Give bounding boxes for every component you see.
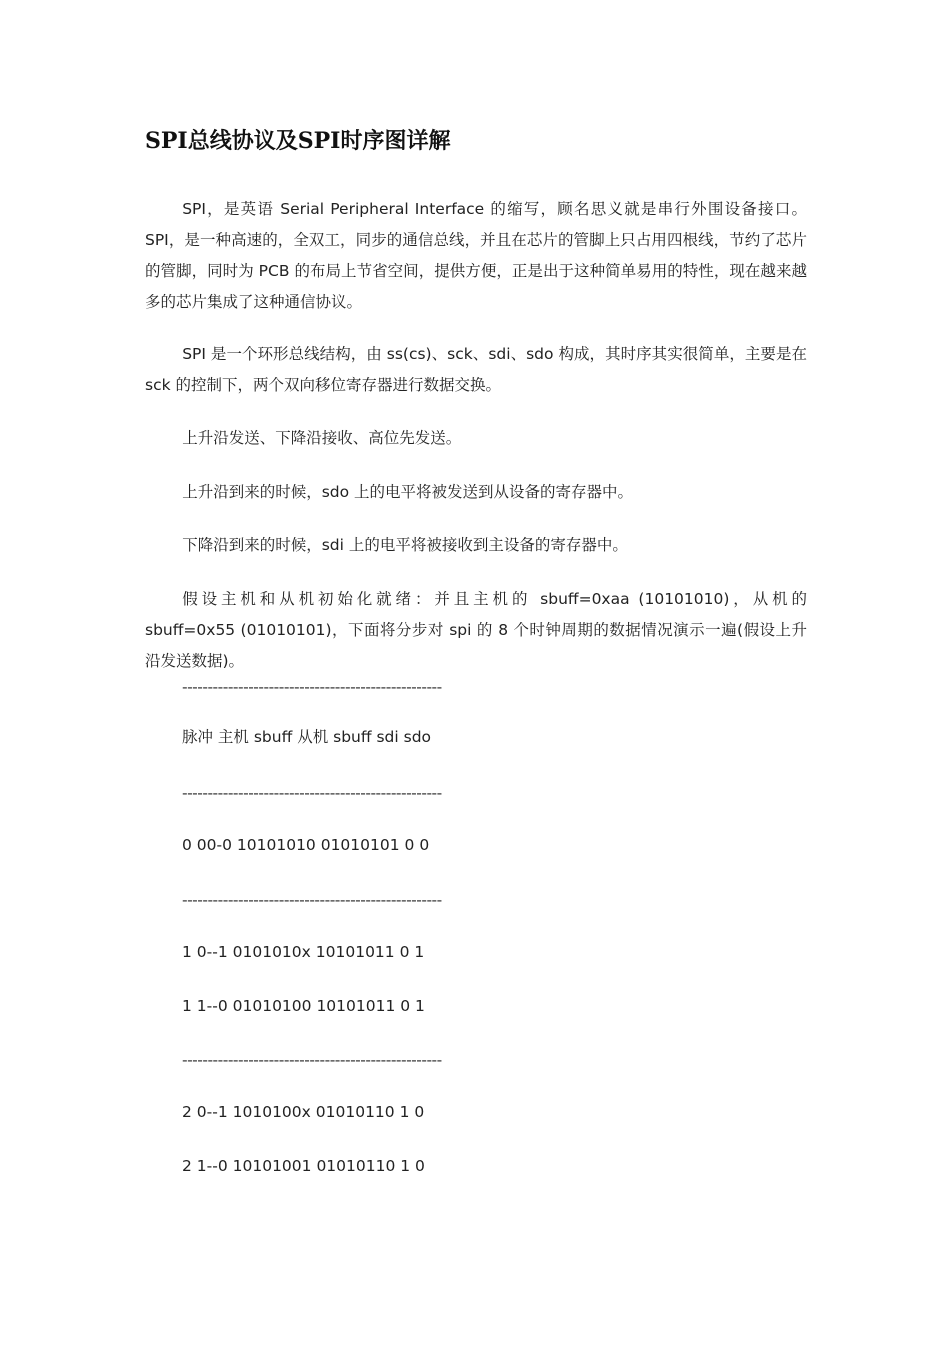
paragraph-edge-rule: 上升沿发送、下降沿接收、高位先发送。 xyxy=(182,429,462,447)
paragraph-rising-edge: 上升沿到来的时候，sdo 上的电平将被发送到从设备的寄存器中。 xyxy=(182,483,634,501)
table-separator: --------------------------------------------------- xyxy=(182,891,442,909)
table-separator: --------------------------------------------------- xyxy=(182,784,442,802)
table-separator: --------------------------------------------------- xyxy=(182,1051,442,1069)
paragraph-falling-edge: 下降沿到来的时候，sdi 上的电平将被接收到主设备的寄存器中。 xyxy=(182,536,628,554)
table-header: 脉冲 主机 sbuff 从机 sbuff sdi sdo xyxy=(182,728,432,746)
table-row: 2 0--1 1010100x 01010110 1 0 xyxy=(182,1103,425,1121)
document-title: SPI总线协议及SPI时序图详解 xyxy=(145,128,451,154)
table-row: 0 00-0 10101010 01010101 0 0 xyxy=(182,836,430,854)
table-separator: --------------------------------------------------- xyxy=(182,678,442,696)
paragraph-intro: SPI，是英语 Serial Peripheral Interface 的缩写，顾名思义就是串行外围设备接口。SPI，是一种高速的，全双工，同步的通信总线，并且在芯片的管脚上只占用四根线，节约了芯片的管脚，同时为 PCB 的布局上节省空间，提供方便，正是出于这种简单易用的特性，现在越来越多的芯片集成了这种通信协议。 xyxy=(145,200,807,311)
table-row: 1 0--1 0101010x 10101011 0 1 xyxy=(182,943,425,961)
table-row: 1 1--0 01010100 10101011 0 1 xyxy=(182,997,425,1015)
paragraph-assumption: 假设主机和从机初始化就绪：并且主机的 sbuff=0xaa (10101010)，从机的 sbuff=0x55 (01010101)，下面将分步对 spi 的 8 个时钟周期的数据情况演示一遍(假设上升沿发送数据)。 xyxy=(145,590,807,670)
table-row: 2 1--0 10101001 01010110 1 0 xyxy=(182,1157,425,1175)
paragraph-structure: SPI 是一个环形总线结构，由 ss(cs)、sck、sdi、sdo 构成，其时序其实很简单，主要是在 sck 的控制下，两个双向移位寄存器进行数据交换。 xyxy=(145,345,807,394)
